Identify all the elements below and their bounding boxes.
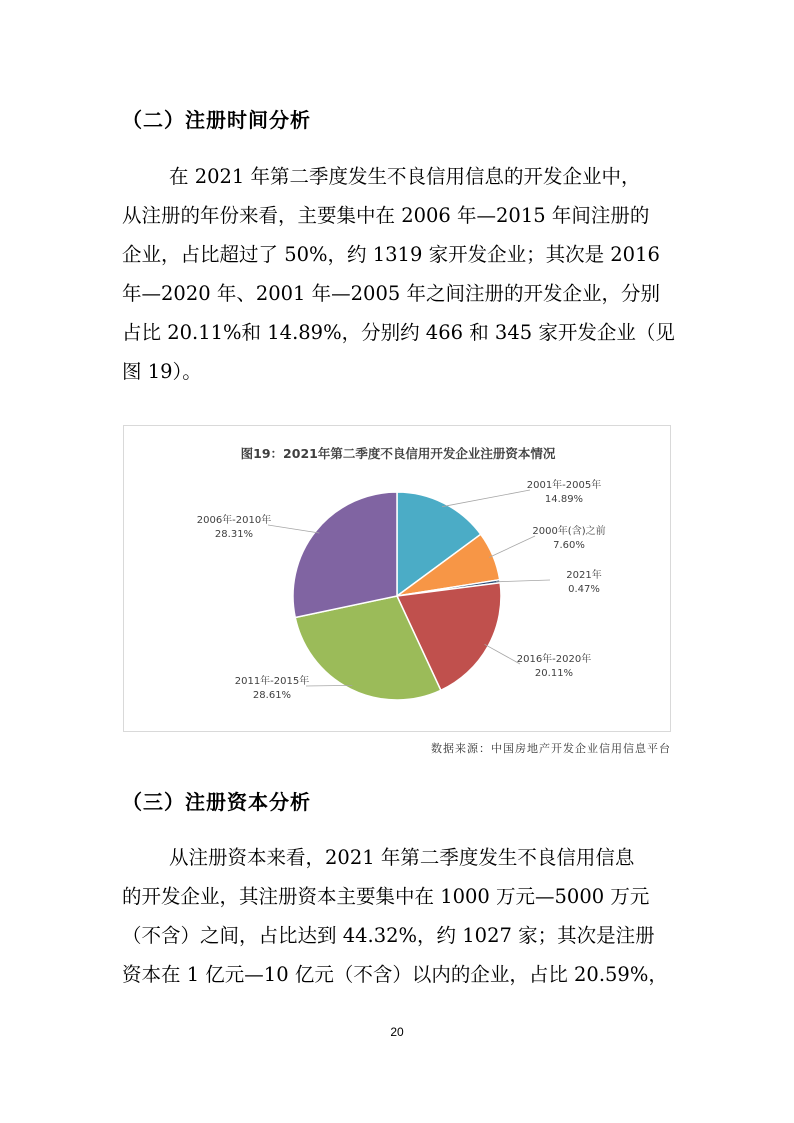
- slice-value-5: 28.31%: [214, 529, 254, 540]
- slice-label-5: 2006年-2010年: [196, 515, 272, 526]
- section-heading-registration-time: （二）注册时间分析: [122, 108, 311, 132]
- leader-line-0: [442, 490, 530, 507]
- paragraph-registration-time: [122, 157, 674, 391]
- text-line: 的开发企业，其注册资本主要集中在 1000 万元—5000 万元: [122, 885, 650, 908]
- text-line: 从注册资本来看，2021 年第二季度发生不良信用信息: [169, 846, 635, 869]
- text-line: 企业，占比超过了 50%，约 1319 家开发企业；其次是 2016: [122, 243, 660, 266]
- slice-value-4: 28.61%: [252, 690, 292, 701]
- text-line: 占比 20.11%和 14.89%，分别约 466 和 345 家开发企业（见: [122, 321, 675, 344]
- text-line: 从注册的年份来看，主要集中在 2006 年—2015 年间注册的: [122, 204, 650, 227]
- text-line: 资本在 1 亿元—10 亿元（不含）以内的企业，占比 20.59%，: [122, 963, 668, 986]
- text-line: （不含）之间，占比达到 44.32%，约 1027 家；其次是注册: [122, 924, 655, 947]
- slice-label-1: 2000年(含)之前: [532, 526, 606, 537]
- slice-value-0: 14.89%: [544, 494, 584, 505]
- leader-line-3: [485, 644, 520, 664]
- slice-value-3: 20.11%: [534, 668, 574, 679]
- leader-line-5: [268, 525, 319, 533]
- pie-chart: [124, 426, 672, 733]
- chart-title: 图19：2021年第二季度不良信用开发企业注册资本情况: [240, 446, 556, 461]
- slice-value-2: 0.47%: [568, 584, 600, 595]
- pie-chart-figure: [123, 425, 671, 732]
- text-line: 在 2021 年第二季度发生不良信用信息的开发企业中，: [169, 165, 641, 188]
- slice-label-0: 2001年-2005年: [526, 480, 602, 491]
- section-heading-registered-capital: （三）注册资本分析: [122, 790, 311, 814]
- pie-slice-5: [293, 492, 397, 617]
- text-line: 年—2020 年、2001 年—2005 年之间注册的开发企业，分别: [122, 282, 660, 305]
- text-line: 图 19）。: [122, 360, 202, 383]
- slice-value-1: 7.60%: [553, 540, 585, 551]
- leader-line-1: [489, 536, 535, 557]
- paragraph-registered-capital: [122, 838, 674, 994]
- slice-label-2: 2021年: [566, 570, 602, 581]
- slice-label-3: 2016年-2020年: [516, 654, 592, 665]
- slice-label-4: 2011年-2015年: [234, 676, 310, 687]
- leader-line-2: [496, 580, 550, 582]
- data-source-note: 数据来源：中国房地产开发企业信用信息平台: [431, 742, 671, 755]
- page-number: 20: [390, 1025, 404, 1039]
